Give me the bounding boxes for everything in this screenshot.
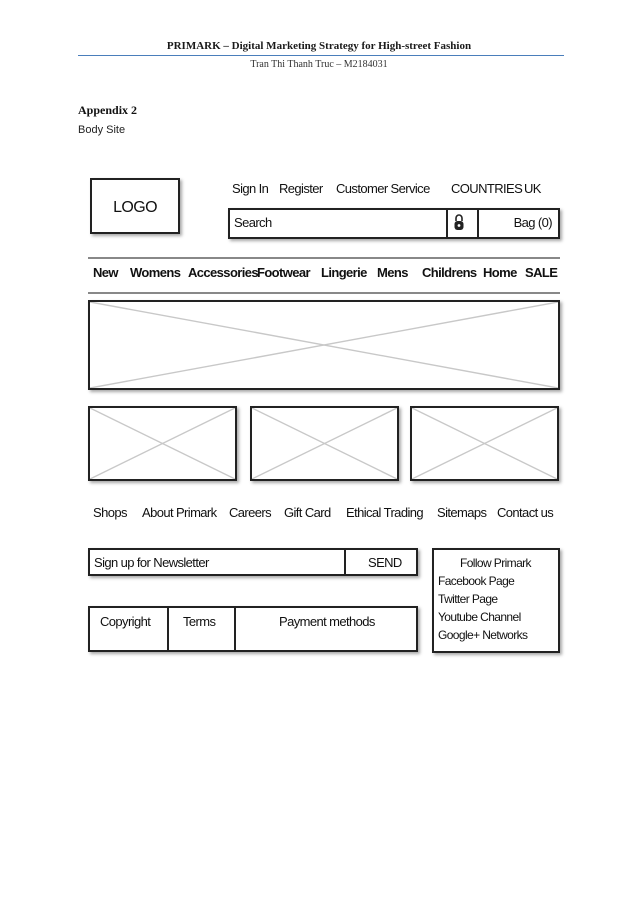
nav-top-rule — [88, 257, 560, 259]
search-divider — [446, 210, 448, 237]
twitter-link[interactable]: Twitter Page — [438, 592, 498, 606]
google-plus-link[interactable]: Google+ Networks — [438, 628, 528, 642]
nav-item-womens[interactable]: Womens — [130, 265, 181, 280]
footer-link-shops[interactable]: Shops — [93, 505, 127, 520]
terms-link[interactable]: Terms — [183, 614, 216, 629]
nav-item-new[interactable]: New — [93, 265, 118, 280]
footer-link-gift-card[interactable]: Gift Card — [284, 505, 331, 520]
section-label: Body Site — [78, 124, 126, 136]
promo-tile-1 — [88, 406, 237, 481]
appendix-heading: Appendix 2 — [78, 103, 138, 117]
nav-item-sale[interactable]: SALE — [525, 265, 558, 280]
hero-image-icon — [90, 302, 558, 388]
countries-link[interactable]: COUNTRIES — [451, 181, 523, 196]
footer-link-sitemaps[interactable]: Sitemaps — [437, 505, 487, 520]
follow-primark-box — [432, 548, 560, 653]
register-link[interactable]: Register — [279, 181, 323, 196]
send-button[interactable]: SEND — [368, 555, 402, 570]
legal-divider — [234, 608, 236, 650]
hero-banner-placeholder — [88, 300, 560, 390]
copyright-link[interactable]: Copyright — [100, 614, 151, 629]
logo-text: LOGO — [113, 199, 157, 216]
footer-link-ethical-trading[interactable]: Ethical Trading — [346, 505, 423, 520]
promo-tile-image-icon — [252, 408, 397, 479]
legal-bar — [88, 606, 418, 652]
search-bar[interactable] — [228, 208, 560, 239]
newsletter-input[interactable]: Sign up for Newsletter — [94, 555, 209, 570]
lock-icon[interactable] — [452, 212, 466, 232]
bag-link[interactable]: Bag (0) — [513, 215, 552, 230]
payment-methods-link[interactable]: Payment methods — [279, 614, 375, 629]
footer-link-careers[interactable]: Careers — [229, 505, 272, 520]
main-navigation — [88, 257, 560, 295]
nav-item-footwear[interactable]: Footwear — [257, 265, 310, 280]
bag-divider — [477, 210, 479, 237]
search-placeholder[interactable]: Search — [234, 215, 272, 230]
logo-placeholder — [90, 178, 180, 234]
nav-item-home[interactable]: Home — [483, 265, 517, 280]
footer-link-about-primark[interactable]: About Primark — [142, 505, 217, 520]
promo-tile-image-icon — [90, 408, 235, 479]
nav-item-mens[interactable]: Mens — [377, 265, 408, 280]
promo-tile-image-icon — [412, 408, 557, 479]
follow-title: Follow Primark — [460, 556, 531, 570]
nav-item-accessories[interactable]: Accessories — [188, 265, 259, 280]
promo-tile-2 — [250, 406, 399, 481]
youtube-link[interactable]: Youtube Channel — [438, 610, 521, 624]
document-subtitle: Tran Thi Thanh Truc – M2184031 — [250, 59, 388, 70]
document-title: PRIMARK – Digital Marketing Strategy for High-street Fashion — [166, 40, 472, 52]
header-rule — [78, 55, 564, 56]
footer-link-contact-us[interactable]: Contact us — [497, 505, 554, 520]
sign-in-link[interactable]: Sign In — [232, 181, 269, 196]
nav-item-childrens[interactable]: Childrens — [422, 265, 477, 280]
newsletter-divider — [344, 550, 346, 574]
newsletter-signup — [88, 548, 418, 576]
legal-divider — [167, 608, 169, 650]
region-link[interactable]: UK — [524, 181, 541, 196]
customer-service-link[interactable]: Customer Service — [336, 181, 430, 196]
facebook-link[interactable]: Facebook Page — [438, 574, 515, 588]
promo-tile-3 — [410, 406, 559, 481]
nav-item-lingerie[interactable]: Lingerie — [321, 265, 367, 280]
nav-bottom-rule — [88, 292, 560, 294]
